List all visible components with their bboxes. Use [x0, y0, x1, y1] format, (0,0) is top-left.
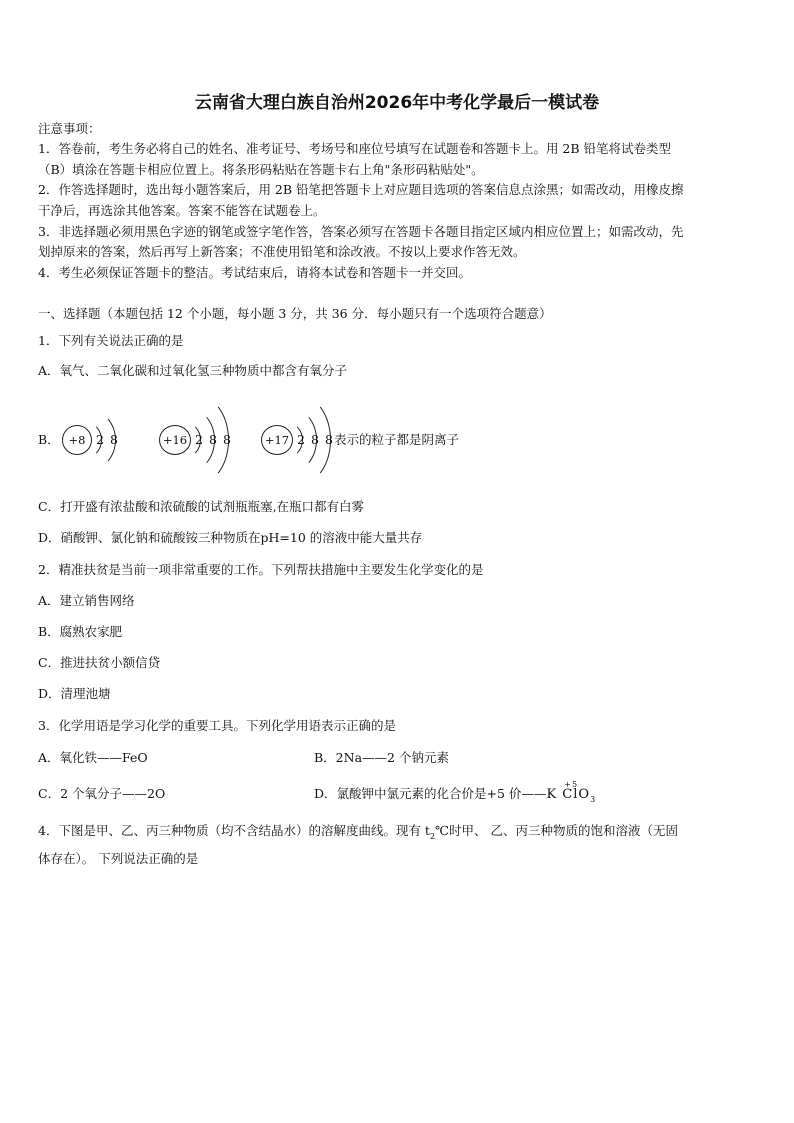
valence-mark: +5 — [564, 780, 579, 789]
section-heading: 一、选择题（本题包括 12 个小题，每小题 3 分，共 36 分．每小题只有一个选项符合题意） — [38, 306, 552, 321]
notice-line: 划掉原来的答案，然后再写上新答案；不准使用铅笔和涂改液。不按以上要求作答无效。 — [38, 244, 526, 259]
q2-option-b: B．腐熟农家肥 — [38, 624, 123, 639]
nucleus: +8 — [62, 425, 92, 455]
q2-option-d: D．清理池塘 — [38, 686, 111, 701]
notice-line: 1．答卷前，考生务必将自己的姓名、准考证号、考场号和座位号填写在试题卷和答题卡上。用 2B 铅笔将试卷类型 — [38, 141, 672, 156]
q4-stem-line2: 体存在）。 下列说法正确的是 — [38, 851, 199, 866]
notice-line: 2．作答选择题时，选出每小题答案后，用 2B 铅笔把答题卡上对应题目选项的答案信息点涂黑；如需改动，用橡皮擦 — [38, 182, 684, 197]
electron-count: 8 — [223, 432, 231, 447]
formula-element: O — [578, 787, 591, 802]
atom-structure-diagram — [159, 396, 244, 486]
electron-count: 2 — [297, 432, 305, 447]
formula-subscript: 3 — [590, 795, 597, 804]
q1-option-a: A．氧气、二氧化碳和过氧化氢三种物质中都含有氧分子 — [38, 363, 348, 378]
q1-option-d: D．硝酸钾、氯化钠和硫酸铵三种物质在pH=10 的溶液中能大量共存 — [38, 530, 423, 545]
electron-count: 8 — [209, 432, 217, 447]
q1-option-c: C．打开盛有浓盐酸和浓硫酸的试剂瓶瓶塞,在瓶口都有白雾 — [38, 499, 365, 514]
q2-option-a: A．建立销售网络 — [38, 593, 135, 608]
page-title: 云南省大理白族自治州2026年中考化学最后一模试卷 — [194, 93, 600, 113]
q3-option-a: A．氧化铁——FeO — [38, 750, 148, 765]
q2-stem: 2．精准扶贫是当前一项非常重要的工作。下列帮扶措施中主要发生化学变化的是 — [38, 562, 484, 577]
chemical-formula — [546, 780, 597, 808]
nucleus: +17 — [261, 425, 293, 455]
q3-option-d — [314, 780, 597, 808]
atom-structure-diagram — [62, 396, 132, 486]
notice-line: 4．考生必须保证答题卡的整洁。考试结束后，请将本试卷和答题卡一并交回。 — [38, 265, 471, 280]
nucleus: +16 — [159, 425, 191, 455]
q3-option-b: B．2Na——2 个钠元素 — [314, 750, 449, 765]
electron-count: 2 — [195, 432, 203, 447]
formula-element-cl: +5 Cl — [562, 787, 578, 802]
q1-stem: 1．下列有关说法正确的是 — [38, 333, 184, 348]
shell-arc — [68, 411, 116, 469]
formula-element: K — [546, 787, 558, 802]
q3-option-c: C．2 个氧分子——2O — [38, 786, 166, 801]
q3-option-d-text: D．氯酸钾中氯元素的化合价是+5 价—— — [314, 786, 547, 801]
q1-option-b-label: B． — [38, 432, 60, 447]
q1-option-b-text: 表示的粒子都是阴离子 — [334, 432, 460, 447]
notice-line: （B）填涂在答题卡相应位置上。将条形码粘贴在答题卡右上角"条形码粘贴处"。 — [38, 162, 484, 177]
electron-count: 2 — [96, 432, 104, 447]
q4-stem-line1: 4．下图是甲、乙、丙三种物质（均不含结晶水）的溶解度曲线。现有 $t_2℃$时甲、 乙、丙三种物质的饱和溶液（无固 — [38, 823, 679, 841]
q2-option-c: C．推进扶贫小额信贷 — [38, 655, 161, 670]
notice-line: 干净后，再选涂其他答案。答案不能答在试题卷上。 — [38, 203, 326, 218]
electron-count: 8 — [311, 432, 319, 447]
notice-line: 3．非选择题必须用黑色字迹的钢笔或签字笔作答，答案必须写在答题卡各题目指定区域内相应位置上；如需改动，先 — [38, 224, 684, 239]
q3-stem: 3．化学用语是学习化学的重要工具。下列化学用语表示正确的是 — [38, 718, 396, 733]
electron-count: 8 — [325, 432, 333, 447]
notice-heading: 注意事项： — [38, 121, 101, 136]
electron-count: 8 — [110, 432, 118, 447]
